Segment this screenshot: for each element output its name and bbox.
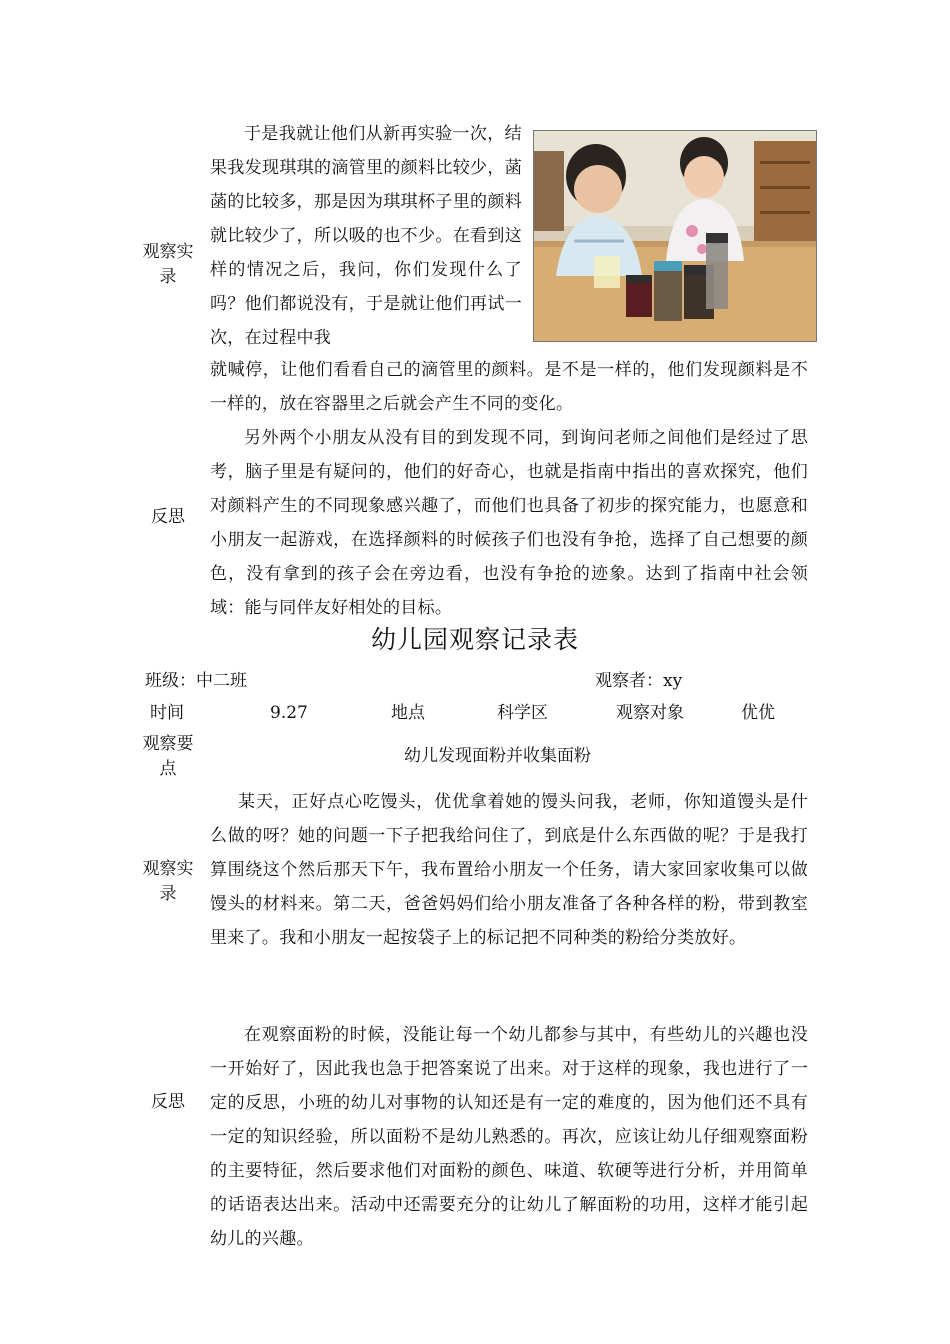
reflection-label-1: 反思 <box>151 507 185 527</box>
place-label: 地点 <box>391 703 425 723</box>
observation-label-2: 观察实录 <box>142 859 194 904</box>
class-field: 班级：中二班 <box>145 671 247 691</box>
reflection-text-2: 在观察面粉的时候，没能让每一个幼儿都参与其中，有些幼儿的兴趣也没一开始好了，因此我也急于把答案说了出来。对于这样的现象，我也进行了一定的反思，小班的幼儿对事物的认知还是有一定的难度的，因为他们还不具有一定的知识经验，所以面粉不是幼儿熟悉的。再次，应该让幼儿仔细观察面粉的主要特征，然后要求他们对面粉的颜色、味道、软硬等进行分析，并用简单的话语表达出来。活动中还需要充分的让幼儿了解面粉的功用，这样才能引起幼儿的兴趣。 <box>210 1025 808 1249</box>
children-experiment-photo <box>533 130 817 342</box>
focus-value: 幼儿发现面粉并收集面粉 <box>404 746 591 766</box>
observation-text-2: 某天，正好点心吃馒头，优优拿着她的馒头问我，老师，你知道馒头是什么做的呀？她的问题一下子把我给问住了，到底是什么东西做的呢？于是我打算围绕这个然后那天下午，我布置给小朋友一个任务，请大家回家收集可以做馒头的材料来。第二天，爸爸妈妈们给小朋友准备了各种各样的粉，带到教室里来了。我和小朋友一起按袋子上的标记把不同种类的粉给分类放好。 <box>210 792 808 948</box>
reflection-text-1: 另外两个小朋友从没有目的到发现不同，到询问老师之间他们是经过了思考，脑子里是有疑问的，他们的好奇心，也就是指南中指出的喜欢探究，他们对颜料产生的不同现象感兴趣了，而他们也具备了初步的探究能力，也愿意和小朋友一起游戏，在选择颜料的时候孩子们也没有争抢，选择了自己想要的颜色，没有拿到的孩子会在旁边看，也没有争抢的迹象。达到了指南中社会领域：能与同伴友好相处的目标。 <box>210 428 808 618</box>
observation-text-1-full: 就喊停，让他们看看自己的滴管里的颜料。是不是一样的，他们发现颜料是不一样的，放在容器里之后就会产生不同的变化。 <box>210 360 808 414</box>
focus-label: 观察要点 <box>142 734 194 779</box>
place-value: 科学区 <box>497 703 548 723</box>
observer-field: 观察者：xy <box>595 671 683 691</box>
subject-label: 观察对象 <box>616 703 684 723</box>
reflection-label-2: 反思 <box>151 1092 185 1112</box>
observation-label-1: 观察实录 <box>142 242 194 287</box>
photo-illustration <box>534 131 816 341</box>
form-title: 幼儿园观察记录表 <box>370 625 579 654</box>
subject-value: 优优 <box>741 703 775 723</box>
time-label: 时间 <box>150 703 184 723</box>
observation-text-1-wrapped: 于是我就让他们从新再实验一次，结果我发现琪琪的滴管里的颜料比较少，菡菡的比较多，那是因为琪琪杯子里的颜料就比较少了，所以吸的也不少。在看到这样的情况之后，我问，你们发现什么了吗？他们都说没有，于是就让他们再试一次，在过程中我 <box>210 124 522 348</box>
time-value: 9.27 <box>270 703 308 723</box>
